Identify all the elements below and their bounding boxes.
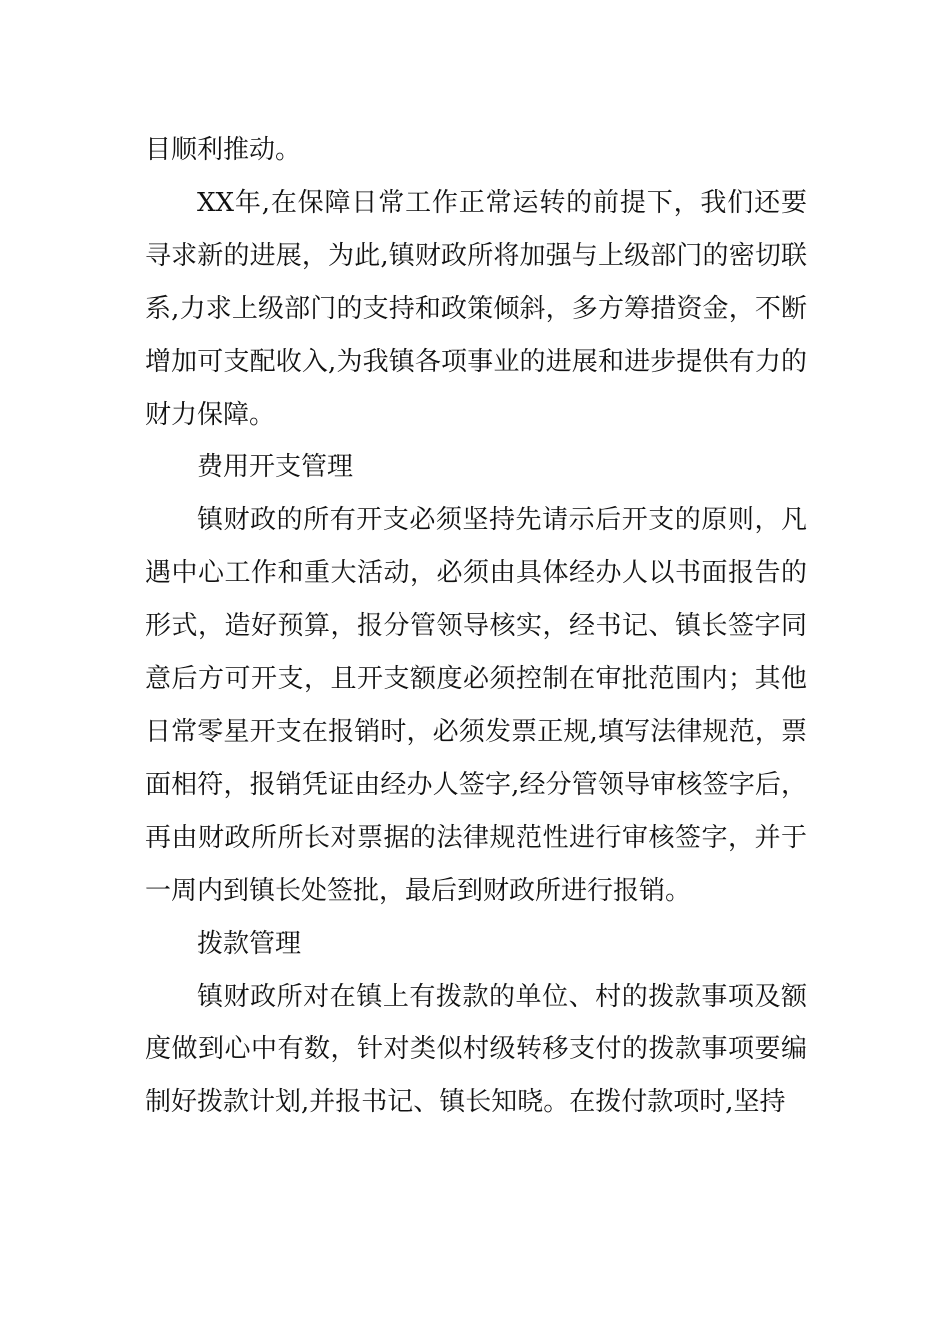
section-heading-expense-management: 费用开支管理 <box>197 452 354 483</box>
document-body <box>145 124 807 1129</box>
paragraph-continuation: 目顺利推动。 <box>145 135 302 165</box>
paragraph-expense-rules: 镇财政的所有开支必须坚持先请示后开支的原则，凡遇中心工作和重大活动，必须由具体经办人以书面报告的形式，造好预算，报分管领导核实，经书记、镇长签字同意后方可开支，且开支额度必须控制在审批范围内；其他日常零星开支在报销时，必须发票正规,填写法律规范，票面相符，报销凭证由经办人签字,经分管领导审核签字后，再由财政所所长对票据的法律规范性进行审核签字，并于一周内到镇长处签批，最后到财政所进行报销。 <box>145 505 807 906</box>
paragraph-funding-plan: XX年,在保障日常工作正常运转的前提下，我们还要寻求新的进展，为此,镇财政所将加强与上级部门的密切联系,力求上级部门的支持和政策倾斜，多方筹措资金，不断增加可支配收入,为我镇各项事业的进展和进步提供有力的财力保障。 <box>145 187 807 430</box>
paragraph-appropriation-rules: 镇财政所对在镇上有拨款的单位、村的拨款事项及额度做到心中有数，针对类似村级转移支付的拨款事项要编制好拨款计划,并报书记、镇长知晓。在拨付款项时,坚持 <box>145 981 807 1118</box>
section-heading-appropriation-management: 拨款管理 <box>197 928 302 959</box>
